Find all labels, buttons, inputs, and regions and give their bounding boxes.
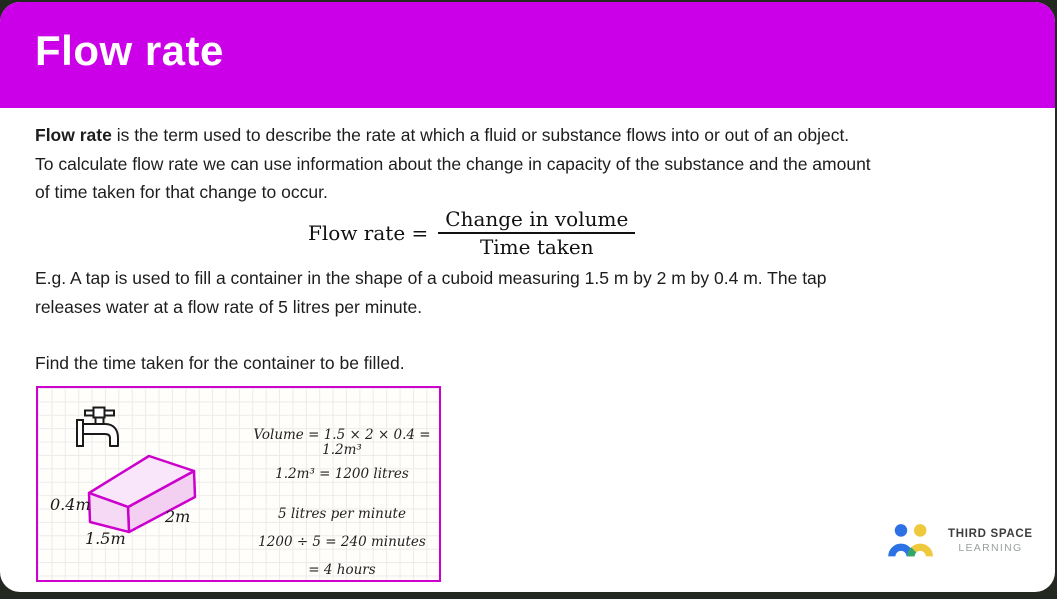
- intro-line-2: To calculate flow rate we can use information about the change in capacity of the substance and the amount: [35, 153, 871, 174]
- working-line: 1.2m³ = 1200 litres: [275, 466, 409, 482]
- formula-denominator: Time taken: [479, 234, 594, 259]
- example-line-1: E.g. A tap is used to fill a container in the shape of a cuboid measuring 1.5 m by 2 m by 0.4 m. The tap: [35, 268, 827, 288]
- working-line: = 4 hours: [308, 562, 376, 578]
- working-line: 5 litres per minute: [278, 506, 406, 522]
- logo-brand-name: THIRD SPACE: [948, 528, 1033, 540]
- intro-line-3: of time taken for that change to occur.: [35, 182, 328, 202]
- intro-lead: Flow rate: [35, 125, 112, 145]
- question-text: Find the time taken for the container to be filled.: [35, 353, 405, 373]
- third-space-learning-logo: [888, 520, 1033, 562]
- diagram-box: [36, 386, 441, 582]
- logo-text: [948, 528, 1033, 554]
- working-line: Volume = 1.5 × 2 × 0.4 = 1.2m³: [253, 427, 431, 458]
- label-height: 0.4m: [50, 495, 91, 514]
- example-line-2: releases water at a flow rate of 5 litres per minute.: [35, 296, 423, 317]
- intro-paragraph: [35, 121, 871, 207]
- header-banner: [0, 2, 1055, 108]
- lesson-card: [0, 2, 1055, 592]
- cuboid-figure: [38, 388, 258, 579]
- formula-numerator: Change in volume: [445, 207, 629, 231]
- intro-line-1-rest: is the term used to describe the rate at which a fluid or substance flows into or out of an object.: [111, 125, 850, 145]
- flow-rate-formula: [308, 206, 635, 260]
- label-depth: 2m: [165, 507, 191, 526]
- page-title: Flow rate: [35, 27, 224, 74]
- example-paragraph: [35, 264, 827, 321]
- logo-icon: [888, 520, 938, 562]
- formula-lhs: Flow rate =: [308, 221, 429, 246]
- formula-fraction: [438, 206, 635, 260]
- intro-line-1: [35, 121, 871, 150]
- working-line: 1200 ÷ 5 = 240 minutes: [258, 534, 426, 550]
- label-length: 1.5m: [85, 529, 126, 548]
- logo-brand-subtitle: LEARNING: [958, 542, 1023, 554]
- working-lines: [236, 428, 448, 578]
